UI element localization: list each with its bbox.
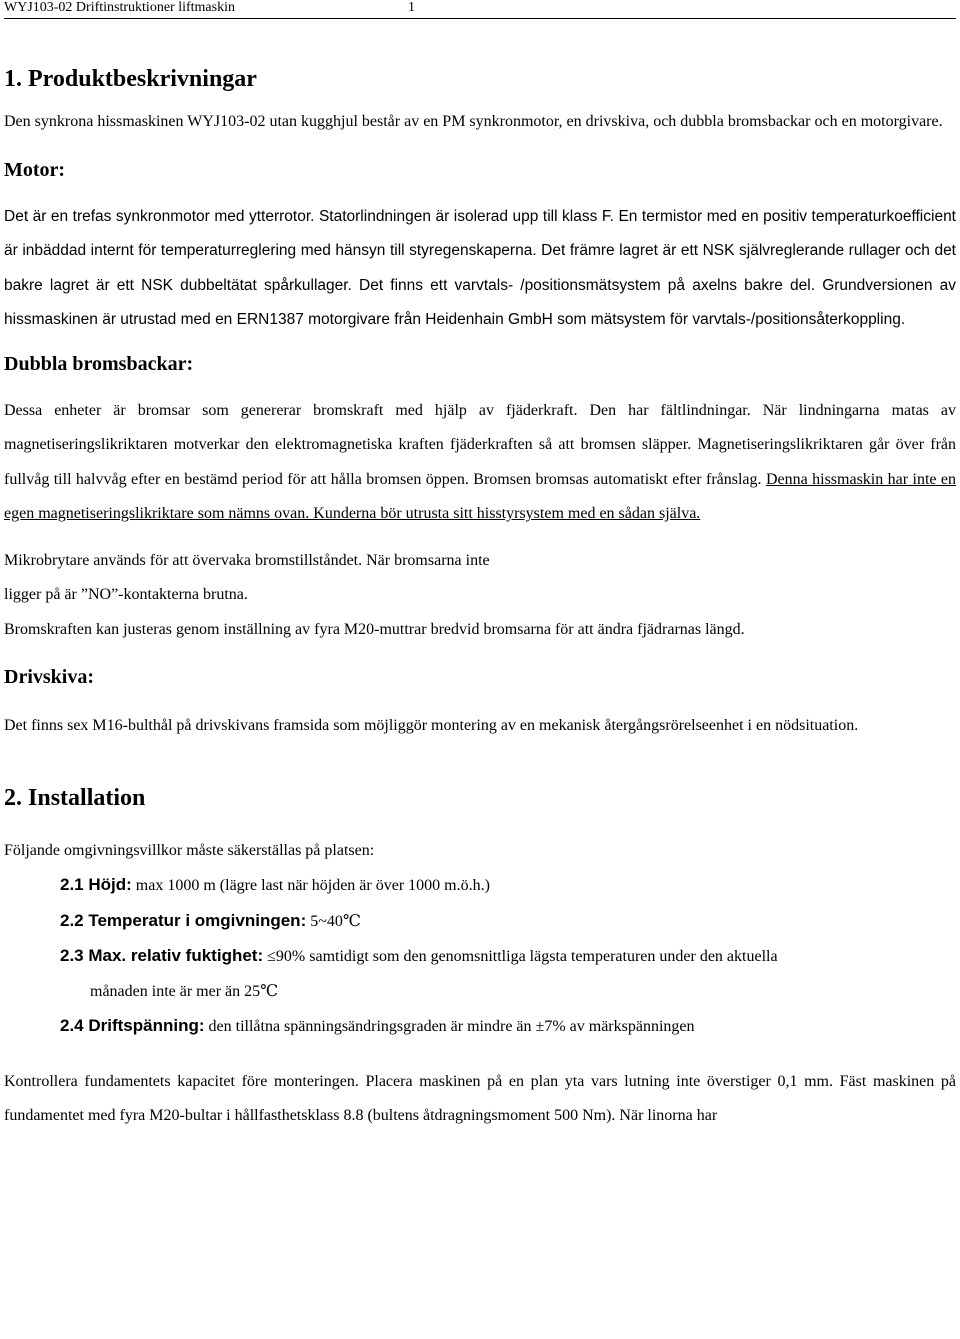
condition-label: 2.4 Driftspänning: [60, 1016, 205, 1035]
section-heading-installation: 2. Installation [4, 784, 146, 811]
section-heading-product: 1. Produktbeskrivningar [4, 66, 257, 92]
condition-item [60, 1009, 956, 1045]
condition-item [60, 868, 956, 904]
brakes-text: Dessa enheter är bromsar som genererar bromskraft med hjälp av fjäderkraft. Den har fältlindningar. När lindningarna matas av magnetiseringslikriktaren motverkar den elektromagnetiska kraften fjäderkraften så att bromsen släpper. Magnetiseringslikriktaren går över från fullvåg till halvvåg efter en bestämd period för att hålla bromsen öppen. Bromsen bromsas automatiskt efter frånslag. [4, 401, 956, 488]
intro-paragraph: Den synkrona hissmaskinen WYJ103-02 utan kugghjul består av en PM synkronmotor, en drivskiva, och dubbla bromsbackar och en motorgivare. [4, 113, 943, 130]
motor-paragraph: Det är en trefas synkronmotor med ytterrotor. Statorlindningen är isolerad upp till klass F. En termistor med en positiv temperaturkoefficient är inbäddad internt för temperaturreglering med hänsyn till styregenskaperna. Det främre lagret är ett NSK självreglerande rullager och det bakre lagret är ett NSK dubbeltätat spårkullager. Det finns ett varvtals- /positionsmätsystem på axelns bakre del. Grundversionen av hissmaskinen är utrustad med en ERN1387 motorgivare från Heidenhain GmbH som mätsystem för varvtals-/positionsåterkoppling. [4, 207, 956, 328]
brake-adjustment-text: Bromskraften kan justeras genom inställning av fyra M20-muttrar bredvid bromsarna för att ändra fjädrarnas längd. [4, 620, 745, 638]
condition-label: 2.1 Höjd: [60, 875, 132, 894]
microswitch-line-2: ligger på är ”NO”-kontakterna brutna. [4, 586, 248, 603]
sheave-paragraph: Det finns sex M16-bulthål på drivskivans framsida som möjliggör montering av en mekanisk återgångsrörelseenhet i en nödsituation. [4, 717, 859, 734]
condition-item-continuation: månaden inte är mer än 25℃ [90, 982, 279, 1000]
condition-text: ≤90% samtidigt som den genomsnittliga lägsta temperaturen under den aktuella [267, 948, 778, 965]
header-title: WYJ103-02 Driftinstruktioner liftmaskin [4, 0, 235, 15]
motor-heading: Motor: [4, 158, 66, 181]
sheave-heading: Drivskiva: [4, 666, 94, 688]
condition-item [60, 904, 956, 940]
brakes-heading: Dubbla bromsbackar: [4, 352, 194, 375]
condition-label: 2.2 Temperatur i omgivningen: [60, 910, 307, 930]
installation-conditions-list [4, 868, 956, 1045]
installation-intro: Följande omgivningsvillkor måste säkerställas på platsen: [4, 841, 375, 859]
brakes-paragraph [4, 394, 956, 532]
condition-item [60, 939, 956, 975]
microswitch-line-1: Mikrobrytare används för att övervaka bromstillståndet. När bromsarna inte [4, 551, 490, 569]
condition-label: 2.3 Max. relativ fuktighet: [60, 946, 264, 965]
brakes-note-underlined: Denna hissmaskin har inte en egen magnetiseringslikriktare som nämns ovan. Kunderna bör utrusta sitt hisstyrsystem med en sådan själva. [4, 470, 957, 522]
condition-text: max 1000 m (lägre last när höjden är över 1000 m.ö.h.) [135, 877, 490, 894]
page-number: 1 [408, 0, 415, 15]
running-header [4, 0, 956, 19]
condition-text: 5~40℃ [310, 912, 361, 930]
foundation-paragraph: Kontrollera fundamentets kapacitet före monteringen. Placera maskinen på en plan yta vars lutning inte överstiger 0,1 mm. Fäst maskinen på fundamentet med fyra M20-bultar i hållfasthetsklass 8.8 (bultens åtdragningsmoment 500 Nm). När linorna har [4, 1072, 956, 1124]
condition-text: den tillåtna spänningsändringsgraden är mindre än ±7% av märkspänningen [208, 1018, 695, 1035]
